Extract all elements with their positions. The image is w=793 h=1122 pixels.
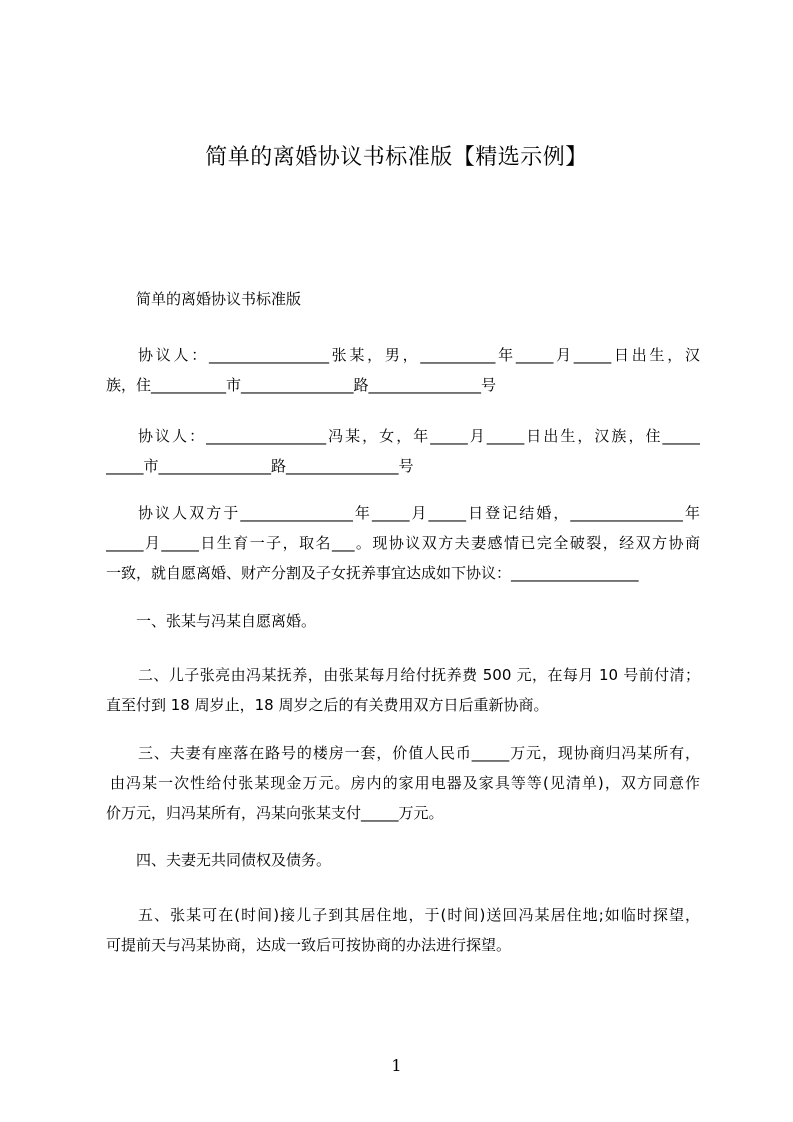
subtitle-line: 简单的离婚协议书标准版 [136, 290, 302, 308]
clause-5-line-1: 五、张某可在(时间)接儿子到其居住地，于(时间)送回冯某居住地;如临时探望， [138, 906, 700, 924]
party1-line-1: 协议人：________________张某，男，__________年_____月_____日出生，汉 [138, 346, 700, 364]
marriage-paragraph [106, 498, 700, 588]
document-title: 简单的离婚协议书标准版【精选示例】 [205, 145, 588, 170]
clause-2-paragraph [106, 660, 700, 720]
clause-2-line-1: 二、儿子张亮由冯某抚养，由张某每月给付抚养费 500 元，在每月 10 号前付清； [138, 666, 700, 684]
clause-1-paragraph [106, 606, 700, 636]
party2-line-1: 协议人：________________冯某，女，年_____月_____日出生，汉族，住_____ [138, 427, 700, 445]
clause-4-paragraph [106, 845, 700, 875]
marriage-line-1: 协议人双方于_______________年_____月_____日登记结婚，_______________年 [138, 504, 700, 522]
party1-line-2: 族，住__________市_______________路_______________号 [106, 376, 497, 394]
clause-3-line-3: 价万元，归冯某所有，冯某向张某支付_____万元。 [106, 804, 444, 822]
subtitle-paragraph [106, 284, 700, 314]
clause-1-line-1: 一、张某与冯某自愿离婚。 [136, 612, 317, 630]
clause-3-line-2: 由冯某一次性给付张某现金万元。房内的家用电器及家具等等(见清单)，双方同意作 [110, 774, 700, 792]
clause-4-line-1: 四、夫妻无共同债权及债务。 [136, 851, 332, 869]
party1-paragraph [106, 340, 700, 400]
clause-3-line-1: 三、夫妻有座落在路号的楼房一套，价值人民币_____万元，现协商归冯某所有， [138, 744, 700, 762]
clause-5-line-2: 可提前天与冯某协商，达成一致后可按协商的办法进行探望。 [106, 936, 512, 954]
marriage-line-2: _____月_____日生育一子，取名___。现协议双方夫妻感情已完全破裂，经双方协商 [106, 534, 700, 552]
page-number: 1 [391, 1056, 402, 1075]
marriage-line-3: 一致，就自愿离婚、财产分割及子女抚养事宜达成如下协议：_________________ [106, 564, 639, 582]
clause-3-paragraph [106, 738, 700, 828]
party2-line-2: _____市_______________路_______________号 [106, 457, 414, 475]
clause-5-paragraph [106, 900, 700, 960]
party2-paragraph [106, 421, 700, 481]
clause-2-line-2: 直至付到 18 周岁止，18 周岁之后的有关费用双方日后重新协商。 [106, 696, 549, 714]
